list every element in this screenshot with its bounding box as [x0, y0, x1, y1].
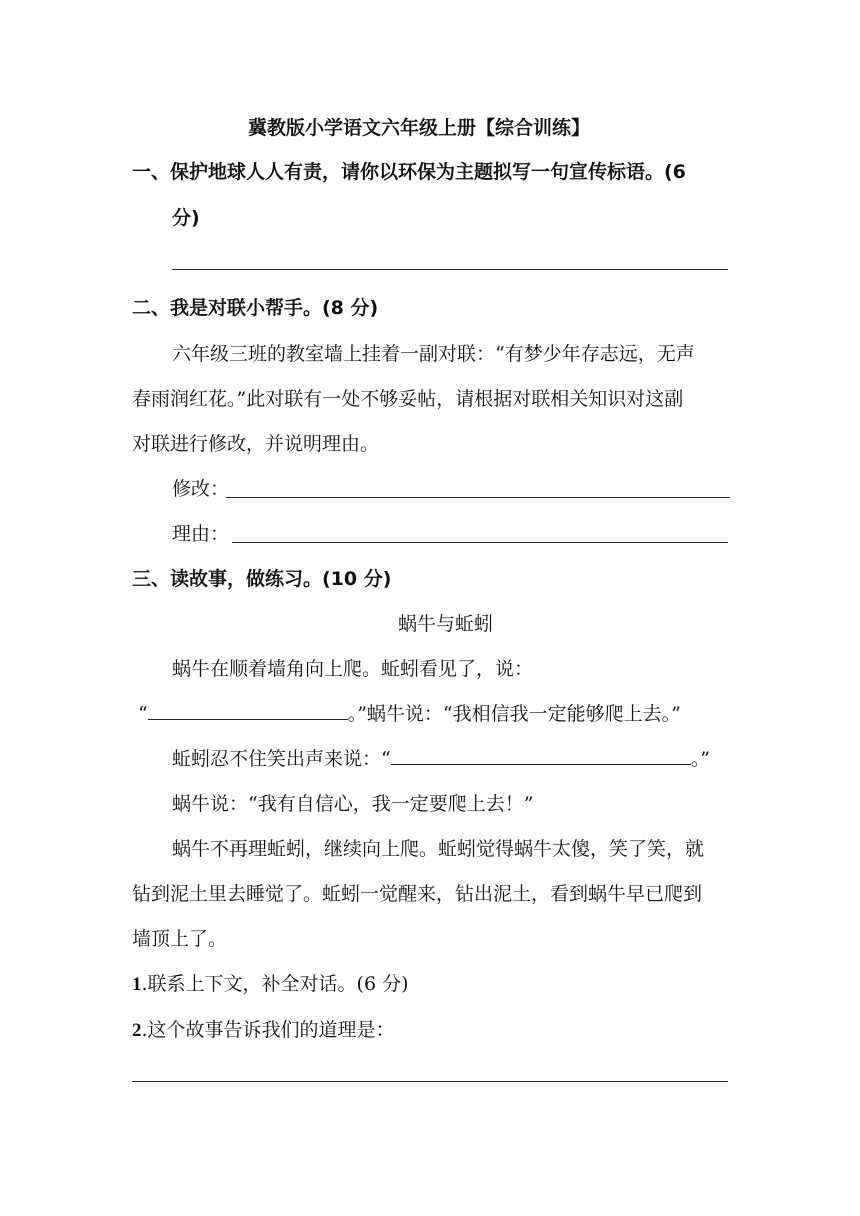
story-title: 蜗牛与蚯蚓 [398, 613, 494, 635]
story-paragraph-5-line2: 钻到泥土里去睡觉了。蚯蚓一觉醒来，钻出泥土，看到蜗牛早已爬到 [132, 883, 703, 905]
story-paragraph-4: 蜗牛说：“我有自信心，我一定要爬上去！” [172, 793, 534, 815]
sub-question-1-number: 1 [132, 974, 142, 995]
question-1-line2: 分) [172, 207, 200, 229]
story-paragraph-5-line1: 蜗牛不再理蚯蚓，继续向上爬。蚯蚓觉得蜗牛太傻，笑了笑，就 [172, 838, 705, 860]
revise-answer-line[interactable] [226, 497, 730, 498]
question-2-paragraph-line3: 对联进行修改，并说明理由。 [132, 433, 380, 455]
reason-answer-line[interactable] [232, 542, 728, 543]
story-paragraph-3 [172, 747, 710, 771]
story-paragraph-1: 蜗牛在顺着墙角向上爬。蚯蚓看见了，说： [172, 658, 534, 680]
question-2-heading: 二、我是对联小帮手。(8 分) [132, 297, 379, 319]
earthworm-reply-blank[interactable] [148, 703, 348, 720]
story-paragraph-5-line3: 墙顶上了。 [132, 928, 228, 950]
earthworm-laugh-blank[interactable] [391, 748, 691, 765]
sub-question-2-text: .这个故事告诉我们的道理是： [141, 1019, 395, 1041]
question-3-heading: 三、读故事，做练习。(10 分) [132, 568, 392, 590]
story-paragraph-3-lead: 蚯蚓忍不住笑出声来说：“ [172, 748, 391, 770]
question-2-paragraph-line2: 春雨润红花。”此对联有一处不够妥帖，请根据对联相关知识对这副 [132, 388, 684, 410]
reason-label: 理由： [172, 523, 230, 545]
revise-label: 修改： [172, 478, 230, 500]
question-1-line1: 一、保护地球人人有责，请你以环保为主题拟写一句宣传标语。(6 [132, 161, 686, 183]
page-title: 冀教版小学语文六年级上册【综合训练】 [248, 117, 591, 139]
question-2-paragraph-line1: 六年级三班的教室墙上挂着一副对联：“有梦少年存志远，无声 [172, 343, 695, 365]
sub-question-2-answer-line[interactable] [132, 1081, 728, 1082]
sub-question-1 [132, 972, 409, 997]
open-quote: “ [138, 703, 148, 725]
story-paragraph-2 [138, 702, 681, 726]
story-paragraph-2-rest: 。”蜗牛说：“我相信我一定能够爬上去。” [347, 703, 681, 725]
sub-question-2-number: 2 [132, 1020, 142, 1041]
sub-question-1-text: .联系上下文，补全对话。(6 分) [141, 973, 409, 995]
answer-line-q1[interactable] [172, 269, 728, 270]
sub-question-2 [132, 1018, 395, 1043]
story-paragraph-3-close: 。” [690, 748, 710, 770]
